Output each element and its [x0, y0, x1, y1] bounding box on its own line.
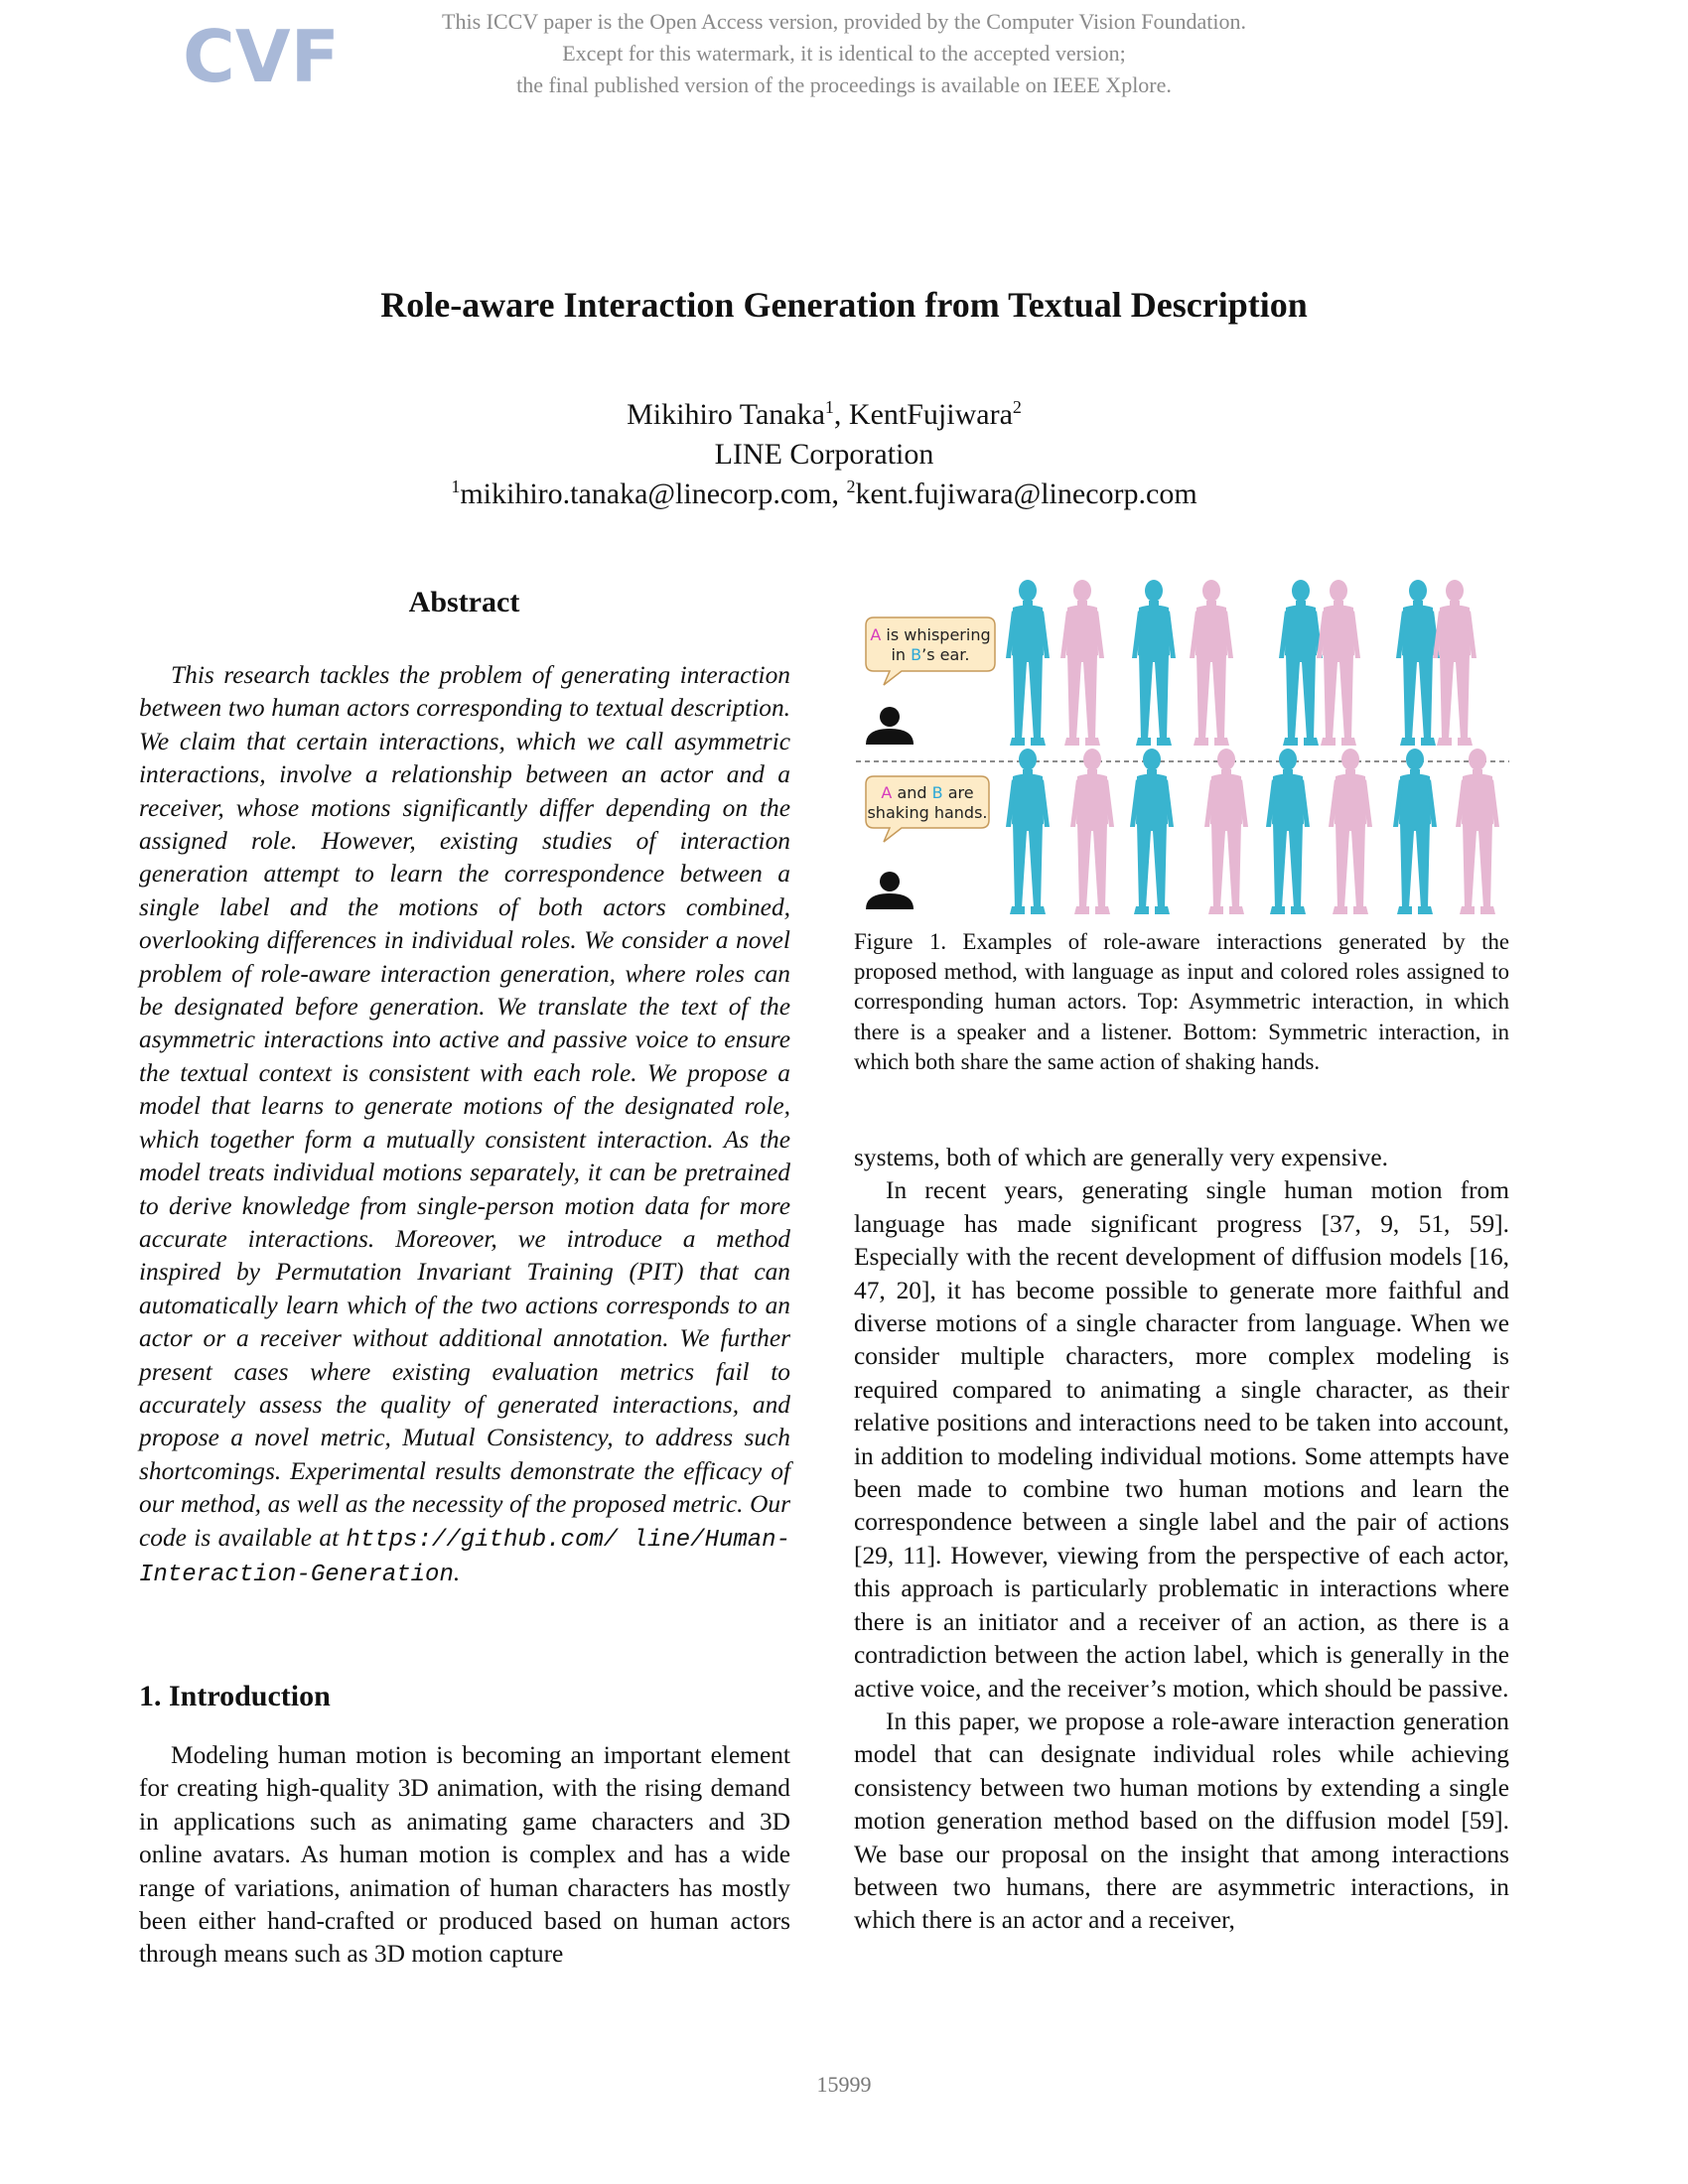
figure-pink-4	[1433, 580, 1477, 746]
affiliation: LINE Corporation	[714, 438, 934, 471]
figure-blue-4	[1396, 580, 1440, 746]
user-icon-bottom	[866, 872, 914, 909]
introduction-left-column	[139, 1739, 790, 1972]
figure-blue-2	[1132, 580, 1176, 746]
code-url-link[interactable]: https://github.com/ line/Human-Interaction-Generation	[139, 1526, 790, 1588]
figure-pink-3	[1317, 580, 1360, 746]
intro-paragraph-3: In this paper, we propose a role-aware interaction generation model that can designate individual roles while achieving consistency between two human motions by extending a single motion generation method based on the diffusion model [59]. We base our proposal on the insight that among interactions between two humans, there are asymmetric interactions, in which there is an actor and a receiver,	[854, 1706, 1509, 1935]
figure-blue-3	[1279, 580, 1323, 746]
figure-blue-8	[1393, 749, 1437, 914]
svg-text:A and B are	[881, 783, 973, 802]
introduction-heading: 1. Introduction	[139, 1680, 331, 1712]
figure-pink-6	[1204, 749, 1248, 914]
email-1: mikihiro.tanaka@linecorp.com,	[460, 478, 847, 510]
figure-1-caption: Figure 1. Examples of role-aware interactions generated by the proposed method, with language as input and colored roles assigned to corresponding human actors. Top: Asymmetric interaction, in which there is a speaker and a listener. Bottom: Symmetric interaction, in which both share the same action of shaking hands.	[854, 929, 1509, 1074]
svg-text:A is whispering	[870, 625, 990, 644]
paper-title: Role-aware Interaction Generation from Textual Description	[380, 285, 1308, 325]
bottom-bubble-end: are	[942, 783, 974, 802]
author-2: KentFujiwara	[848, 398, 1013, 431]
figure-blue-1	[1006, 580, 1050, 746]
figure-pink-7	[1329, 749, 1372, 914]
svg-text:in B’s ear.	[891, 645, 969, 664]
author-1: Mikihiro Tanaka	[627, 398, 825, 431]
top-bubble-line1: is whispering	[881, 625, 991, 644]
abstract-text: This research tackles the problem of generating interaction between two human actors corresponding to textual description. We claim that certain interactions, which we call asymmetric interactions, involve a relationship between an actor and a receiver, whose motions significantly differ depending on the assigned role. However, existing studies of interaction generation attempt to learn the correspondence between a single label and the motions of both actors combined, overlooking differences in individual roles. We consider a novel problem of role-aware interaction generation, where roles can be designated before generation. We translate the text of the asymmetric interactions into active and passive voice to ensure the textual context is consistent with each role. We propose a model that learns to generate motions of the designated role, which together form a mutually consistent interaction. As the model treats individual motions separately, it can be pretrained to derive knowledge from single-person motion data for more accurate interactions. Moreover, we introduce a method inspired by Permutation Invariant Training (PIT) that can automatically learn which of the two actions corresponds to an actor or a receiver without additional annotation. We further present cases where existing evaluation metrics fail to accurately assess the quality of generated interactions, and propose a novel metric, Mutual Consistency, to address such shortcomings. Experimental results demonstrate the efficacy of our method, as well as the necessity of the proposed metric. Our code is available at	[139, 661, 790, 1552]
watermark-line-2: Except for this watermark, it is identical to the accepted version;	[562, 41, 1126, 66]
top-bubble-b: B	[911, 645, 922, 664]
user-icon-top	[866, 707, 914, 745]
intro-paragraph-1-continued: systems, both of which are generally very expensive.	[854, 1144, 1388, 1171]
abstract-paragraph	[139, 659, 790, 1591]
author-separator: ,	[833, 398, 849, 431]
figure-blue-5	[1006, 749, 1050, 914]
bottom-row-figures	[1006, 749, 1499, 914]
figure-pink-2	[1190, 580, 1233, 746]
top-bubble-line2-pre: in	[891, 645, 912, 664]
author-block	[0, 395, 1648, 514]
watermark-line-1: This ICCV paper is the Open Access version, provided by the Computer Vision Foundation.	[442, 9, 1246, 34]
author-1-sup: 1	[824, 397, 834, 417]
top-bubble-a: A	[870, 625, 882, 644]
abstract-body	[139, 659, 790, 1591]
bottom-bubble-b: B	[931, 783, 943, 802]
abstract-heading: Abstract	[408, 586, 520, 618]
intro-paragraph-1: Modeling human motion is becoming an important element for creating high-quality 3D animation, with the rising demand in applications such as animating game characters and 3D online avatars. As human motion is complex and has a wide range of variations, animation of human characters has mostly been either hand-crafted or produced based on human actors through means such as 3D motion capture	[139, 1741, 790, 1969]
top-row-figures	[1006, 580, 1477, 746]
email-2-sup: 2	[846, 477, 856, 496]
watermark-line-3: the final published version of the proceedings is available on IEEE Xplore.	[516, 72, 1172, 97]
page-number: 15999	[816, 2072, 872, 2097]
bottom-speech-bubble	[866, 776, 989, 842]
intro-paragraph-2: In recent years, generating single human motion from language has made significant progress [37, 9, 51, 59]. Especially with the recent development of diffusion models [16, 47, 20], it has become possible to generate more faithful and diverse motions of a single character from language. When we consider multiple characters, more complex modeling is required compared to animating a single character, as their relative positions and interactions need to be taken into account, in addition to modeling individual motions. Some attempts have been made to combine two human motions and learn the correspondence between a single label and the pair of actions [29, 11]. However, viewing from the perspective of each actor, this approach is particularly problematic in interactions where there is an initiator and a receiver of an action, as there is a contradiction between the action label, which is generally in the active voice, and the receiver’s motion, which should be passive.	[854, 1176, 1509, 1703]
author-names	[0, 395, 1648, 435]
figure-blue-7	[1266, 749, 1310, 914]
figure-pink-5	[1070, 749, 1114, 914]
watermark-notice	[328, 6, 1360, 101]
cvf-logo-text: CVF	[183, 15, 340, 98]
bottom-bubble-mid: and	[892, 783, 932, 802]
introduction-right-column	[854, 1142, 1509, 1938]
email-1-sup: 1	[451, 477, 461, 496]
author-emails	[0, 475, 1648, 514]
top-speech-bubble	[866, 617, 995, 685]
bottom-bubble-line2: shaking hands.	[867, 803, 988, 822]
author-2-sup: 2	[1012, 397, 1022, 417]
abstract-end: .	[453, 1558, 461, 1586]
figure-pink-8	[1456, 749, 1499, 914]
cvf-logo	[183, 10, 340, 99]
figure-pink-1	[1060, 580, 1104, 746]
top-bubble-line2-post: ’s ear.	[921, 645, 970, 664]
email-2: kent.fujiwara@linecorp.com	[855, 478, 1197, 510]
figure-1-illustration	[854, 586, 1509, 923]
figure-blue-6	[1130, 749, 1174, 914]
bottom-bubble-a: A	[881, 783, 893, 802]
